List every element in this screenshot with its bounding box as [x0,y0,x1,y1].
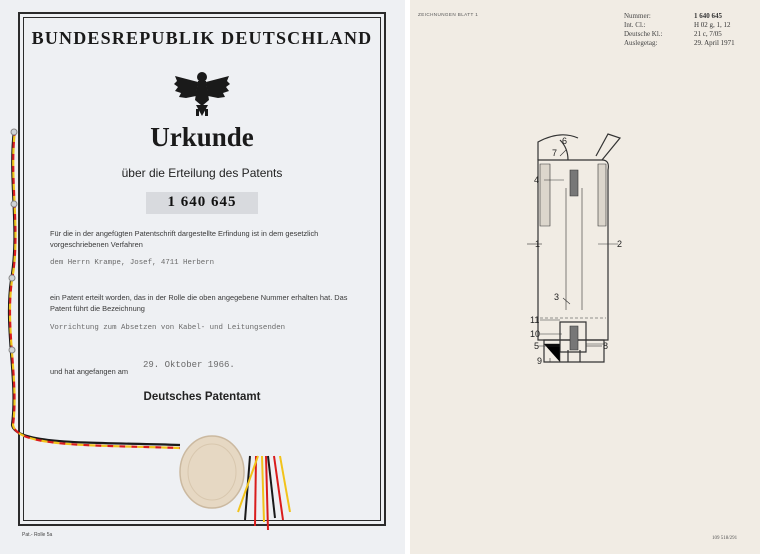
part-label: 5 [534,341,540,351]
metadata-value: 29. April 1971 [694,39,735,47]
part-label: 7 [552,148,558,158]
part-label: 1 [535,239,541,249]
start-date: 29. Oktober 1966. [143,360,235,370]
metadata-value: 21 c, 7/05 [694,30,722,38]
certificate-title: Urkunde [150,122,254,152]
patent-owner: dem Herrn Krampe, Josef, 4711 Herbern [50,259,215,267]
start-date-label: und hat angefangen am [50,367,129,376]
patent-number: 1 640 645 [167,194,237,210]
metadata-label: Nummer: [624,12,651,20]
metadata-label: Int. Cl.: [624,21,646,29]
part-label: 4 [534,175,540,185]
invention-title: Vorrichtung zum Absetzen von Kabel- und Leitungsenden [50,324,286,332]
part-label: 10 [530,329,541,339]
part-label: 11 [530,315,540,325]
metadata-value: H 02 g, 1, 12 [694,21,731,29]
patent-technical-drawing [410,0,760,554]
wax-seal [178,432,248,512]
part-label: 9 [537,356,543,366]
grant-paragraph-1: Für die in der angefügten Patentschrift dargestellte Erfindung ist in dem gesetzlich vorgeschriebenen Verfahren [50,229,319,249]
part-label: 3 [554,292,560,302]
metadata-label: Deutsche Kl.: [624,30,663,38]
metadata-value: 1 640 645 [694,12,722,20]
footer-print-number: 109 518/291 [712,536,738,541]
metadata-label: Auslegetag: [624,39,658,47]
issuing-office: Deutsches Patentamt [143,391,261,403]
sheet-label: ZEICHNUNGEN BLATT 1 [418,12,479,17]
part-label: 2 [617,239,623,249]
grant-paragraph-2: ein Patent erteilt worden, das in der Rolle die oben angegebene Nummer erhalten hat. Das Patent führt die Bezeichnung [50,293,348,313]
certificate-country-heading: BUNDESREPUBLIK DEUTSCHLAND [31,28,373,48]
part-label: 8 [603,341,609,351]
form-code: Pat.- Rolle 5a [22,532,53,538]
part-label: 6 [562,136,568,146]
certificate-subtitle: über die Erteilung des Patents [121,166,283,180]
